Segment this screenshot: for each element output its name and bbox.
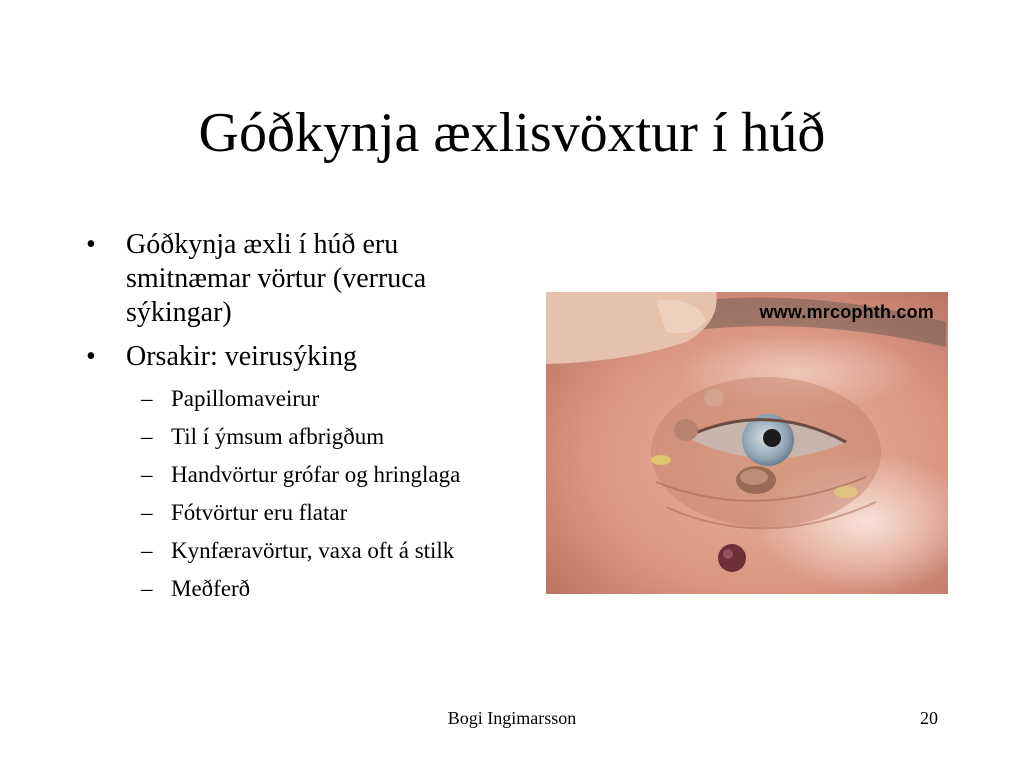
photo-watermark: www.mrcophth.com (759, 302, 934, 322)
eyelid-wart-photo (546, 292, 948, 594)
subbullet-item (86, 384, 516, 414)
page-number: 20 (920, 708, 938, 728)
subbullet-item (86, 574, 516, 604)
subbullet-item (86, 536, 516, 566)
dash-symbol: – (141, 462, 153, 487)
dash-symbol: – (141, 424, 153, 449)
footer-author: Bogi Ingimarsson (447, 708, 577, 728)
bullet-list (86, 228, 516, 612)
slide-title: Góðkynja æxlisvöxtur í húð (198, 102, 826, 164)
dash-symbol: – (141, 538, 153, 563)
dash-symbol: – (141, 500, 153, 525)
bullet-symbol: • (86, 229, 96, 260)
bullet-text: Orsakir: veirusýking (126, 341, 357, 372)
subbullet-text: Til í ýmsum afbrigðum (171, 424, 385, 449)
bullet-item (86, 228, 516, 330)
photo-illustration (546, 292, 948, 594)
subbullet-text: Papillomaveirur (171, 386, 320, 411)
subbullet-item (86, 460, 516, 490)
subbullet-text: Handvörtur grófar og hringlaga (171, 462, 461, 487)
subbullet-item (86, 498, 516, 528)
subbullet-item (86, 422, 516, 452)
subbullet-text: Meðferð (171, 576, 251, 601)
bullet-text: Góðkynja æxli í húð eru smitnæmar vörtur (verruca sýkingar) (126, 229, 427, 328)
bullet-item (86, 340, 516, 374)
bullet-symbol: • (86, 341, 96, 372)
subbullet-text: Fótvörtur eru flatar (171, 500, 348, 525)
dash-symbol: – (141, 576, 153, 601)
subbullet-text: Kynfæravörtur, vaxa oft á stilk (171, 538, 455, 563)
dash-symbol: – (141, 386, 153, 411)
